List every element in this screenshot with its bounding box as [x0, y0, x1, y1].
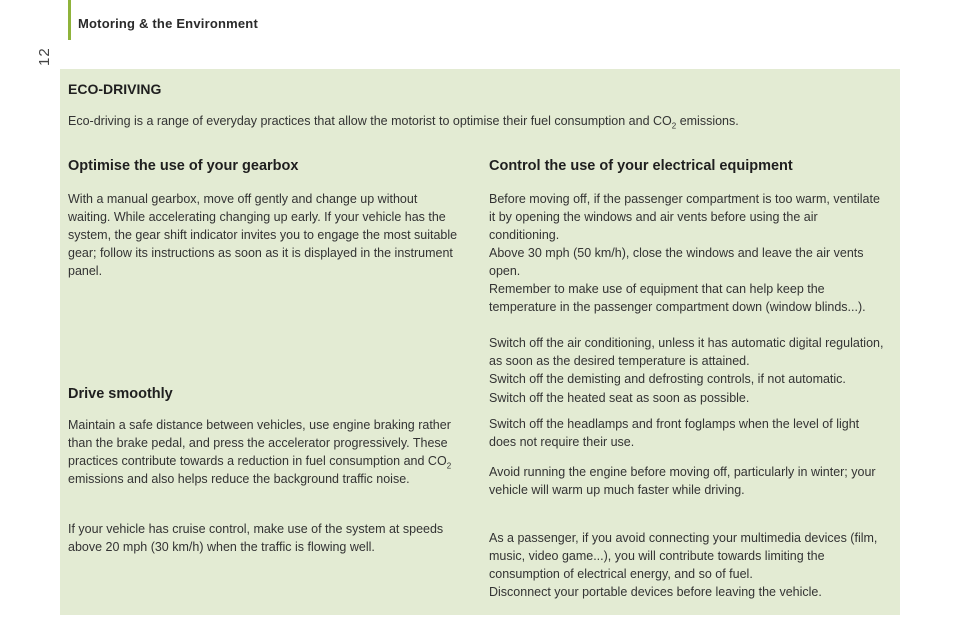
drive-heading: Drive smoothly: [68, 386, 173, 402]
gearbox-heading: Optimise the use of your gearbox: [68, 158, 299, 174]
section-title: Motoring & the Environment: [78, 16, 258, 31]
intro-paragraph: [68, 112, 888, 130]
box-title: ECO-DRIVING: [68, 81, 162, 97]
electrical-paragraph-2: Above 30 mph (50 km/h), close the windows and leave the air vents open.: [489, 246, 864, 278]
page-number: 12: [36, 47, 53, 66]
drive-p1-text: Maintain a safe distance between vehicles, use engine braking rather than the brake pedal, and press the accelerator progressively. These practices contribute towards a reduction in fuel consumption and CO: [68, 418, 451, 468]
eco-driving-box: [60, 69, 900, 615]
drive-p1-subscript: 2: [446, 461, 452, 471]
header-accent-rule: [68, 0, 71, 40]
electrical-paragraph-7: Switch off the headlamps and front foglamps when the level of light does not require their use.: [489, 417, 860, 449]
intro-text: Eco-driving is a range of everyday practices that allow the motorist to optimise their fuel consumption and CO: [68, 114, 672, 128]
electrical-paragraph-8: Avoid running the engine before moving off, particularly in winter; your vehicle will warm up much faster while driving.: [489, 465, 876, 497]
electrical-heading: Control the use of your electrical equipment: [489, 158, 793, 174]
intro-text-end: emissions.: [676, 114, 739, 128]
electrical-paragraph-9: As a passenger, if you avoid connecting your multimedia devices (film, music, video game...), you will contribute towards limiting the consumption of electrical energy, and so of fuel.: [489, 531, 878, 581]
electrical-paragraph-5: Switch off the demisting and defrosting controls, if not automatic.: [489, 372, 846, 386]
electrical-paragraph-1: Before moving off, if the passenger compartment is too warm, ventilate it by opening the windows and air vents before using the air conditioning.: [489, 192, 880, 242]
electrical-paragraph-4: Switch off the air conditioning, unless it has automatic digital regulation, as soon as the desired temperature is attained.: [489, 336, 884, 368]
electrical-paragraph-6: Switch off the heated seat as soon as possible.: [489, 391, 750, 405]
electrical-paragraph-3: Remember to make use of equipment that can help keep the temperature in the passenger compartment down (window blinds...).: [489, 282, 866, 314]
gearbox-paragraph: With a manual gearbox, move off gently and change up without waiting. While accelerating changing up early. If your vehicle has the system, the gear shift indicator invites you to engage the most suitable gear; follow its instructions as soon as it is displayed in the instrument panel.: [68, 192, 458, 278]
drive-p1-text-end: emissions and also helps reduce the background traffic noise.: [68, 472, 410, 486]
drive-paragraph-1: [68, 416, 460, 488]
intro-subscript: 2: [671, 121, 677, 131]
drive-paragraph-2: If your vehicle has cruise control, make use of the system at speeds above 20 mph (30 km/h) when the traffic is flowing well.: [68, 522, 444, 554]
electrical-paragraph-10: Disconnect your portable devices before leaving the vehicle.: [489, 585, 822, 599]
